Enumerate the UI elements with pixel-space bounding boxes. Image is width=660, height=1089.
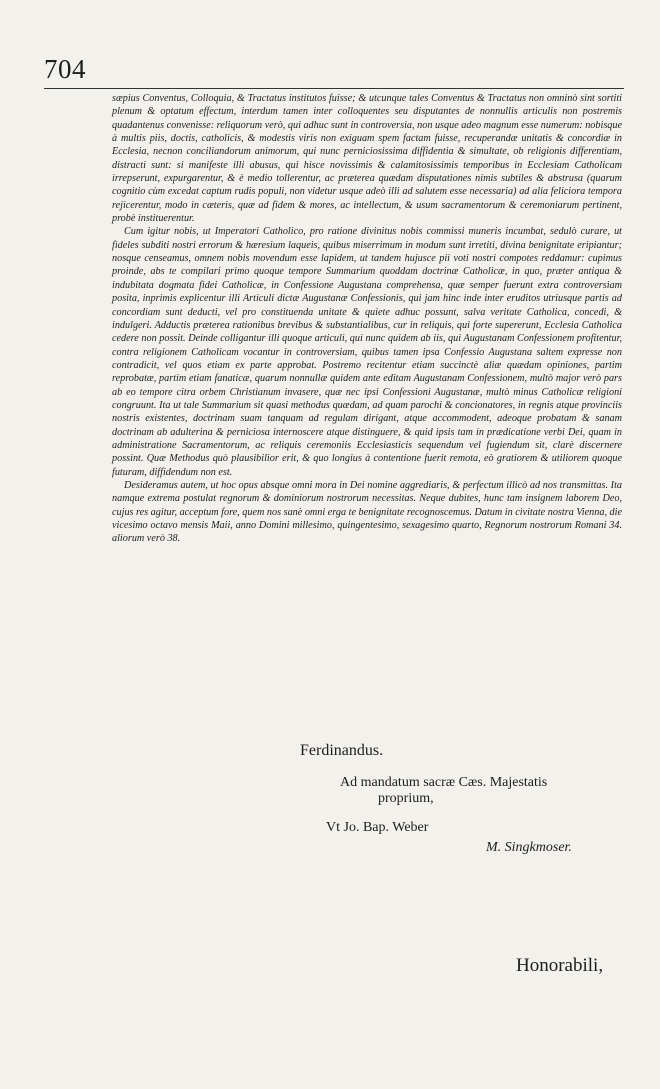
- paragraph-2: Cum igitur nobis, ut Imperatori Catholico, pro ratione divinitus nobis commissi muneris incumbat, sedulò curare, ut fideles subditi nostri errorum & hæresium laqueis, quibus miserrimum in modum sunt irretiti, divina benignitate eripiantur; nosque censeamus, omnem nobis movendum esse lapidem, ut tandem hujusce pii voti nostri compotes reddamur: cupimus proinde, abs te compilari primo quoque tempore Summarium quoddam doctrinæ Catholicæ, in quo, præter antiqua & indubitata dogmata fidei Catholicæ, in Confessione Augustana comprehensa, quæ semper fuerunt extra controversiam posita, inprimis explicentur illi Articuli dictæ Augustanæ Confessionis, qui jam hinc inde inter eruditos utriusque partis ad concordiam sunt deducti, vel pro constituenda unitate & quiete adhuc possunt, salva veritate Catholica, concedi, & indulgeri. Adductis præterea rationibus brevibus & substantialibus, cur in reliquis, qui forte supererunt, Ecclesia Catholica cedere non possit. Deinde colligantur illi quoque articuli, qui nunc quidem ab iis, qui Augustanam Confessionem profitentur, contra religionem Catholicam vocantur in controversiam, quibus tamen ipsa Confessio Augustana saltem expresse non contradicit, vel quos etiam ex parte approbat. Postremo recitentur etiam succinctè aliæ quædam opiniones, partim reprobatæ, partim etiam fanaticæ, quarum nonnullæ quidem ante editam Augustanam Confessionem, multò major verò pars ab eo tempore citra orbem Christianum invasere, quæ nec ipsi Confessioni Augustanæ, multò minus Catholicæ religioni congruunt. Ita ut tale Summarium sit quasi methodus quædam, ad quam parochi & concionatores, in regnis atque provinciis nostris existentes, doctrinam suam tanquam ad regulam dirigant, atque accommodent, adeoque probatam & sanam doctrinam ab adulterina & perniciosa internoscere atque distinguere, & quid ipsis tam in prædicatione verbi Dei, quam in administratione Sacramentorum, ac reliquis ceremoniis Ecclesiasticis sequendum vel fugiendum sit, clarè discernere possint. Quæ Methodus quò plausibilior erit, & quo longius à contentione fuerit remota, eò gratiorem & utiliorem quoque futuram, diffidendum non est.: [112, 226, 622, 478]
- signature-singkmoser: M. Singkmoser.: [486, 840, 572, 855]
- mandate-line-1: Ad mandatum sacræ Cæs. Majestatis: [340, 775, 548, 790]
- paragraph-3: Desideramus autem, ut hoc opus absque omni mora in Dei nomine aggrediaris, & perfectum illicò ad nos transmittas. Ita namque extrema postulat regnorum & dominiorum nostrorum necessitas. Neque dubites, hunc tam insignem laborem Deo, cujus res agitur, acceptum fore, quem nos sanè omni erga te benignitate recognoscemus. Datum in civitate nostra Vienna, die vicesimo octavo mensis Maii, anno Domini millesimo, quingentesimo, sexagesimo quarto, Regnorum nostrorum Romani 34. aliorum verò 38.: [112, 479, 622, 545]
- paragraph-1: sæpius Conventus, Colloquia, & Tractatus institutos fuisse; & utcunque tales Conventus & Tractatus non omninò sint sortiti plenum & optatum effectum, interdum tamen inter colloquentes seu disputantes de nonnullis articulis non postremis quadantenus convenisse: reliquorum verò, qui adhuc sunt in controversia, non usque adeo magnum esse numerum: nobisque à multis piis, doctis, catholicis, & modestis viris non exiguam spem factam fuisse, recuperandæ unitatis & concordiæ in Ecclesia, necnon conciliandorum animorum, qui nunc perniciosissima diffidentia & simultate, ob religionis differentiam, distracti sunt: si manifeste illi abusus, qui hisce novissimis & calamitosissimis temporibus in Ecclesiam Catholicam irrepserunt, expurgarentur, & è medio tollerentur, ac præterea quædam disputationes nimis subtiles & abstrusa (quarum cognitio cùm excedat captum rudis populi, non videtur usque adeò illi ad salutem esse necessaria) ad alia feliciora tempora rejicerentur, modo in cæteris, quæ ad fidem & mores, ac intellectum, & usum sacramentorum & ceremoniarum pertinent, probè instituerentur.: [112, 93, 622, 225]
- signature-ferdinandus: Ferdinandus.: [300, 742, 384, 759]
- page-number: 704: [44, 54, 86, 84]
- mandate-block: [340, 775, 600, 807]
- body-text: [112, 92, 622, 546]
- signature-weber: Vt Jo. Bap. Weber: [326, 820, 429, 835]
- mandate-line-2: proprium,: [378, 791, 434, 806]
- header-rule: [44, 88, 624, 89]
- catchword: Honorabili,: [516, 955, 604, 976]
